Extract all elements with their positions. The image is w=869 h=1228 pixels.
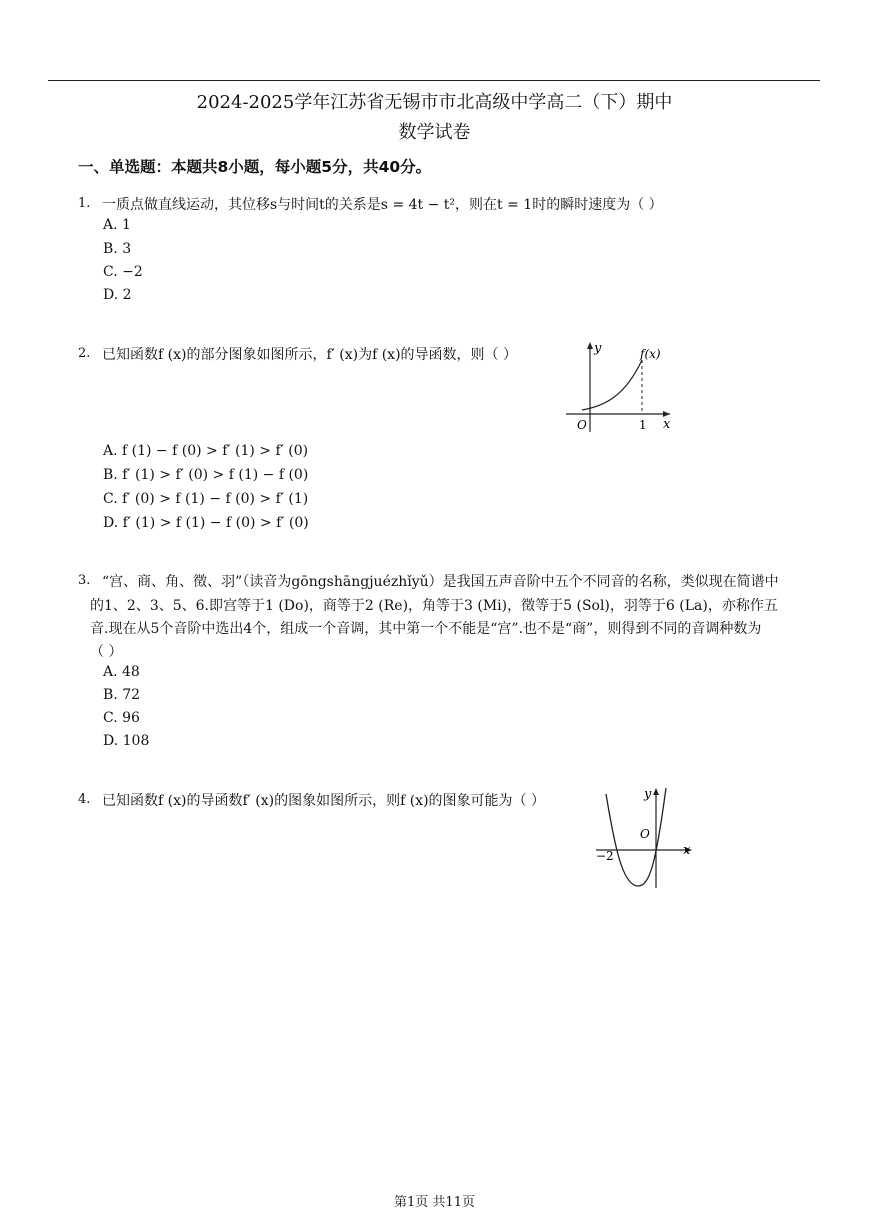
tick-label: 1 bbox=[639, 418, 647, 432]
y-label: y bbox=[594, 341, 602, 356]
curve-fx bbox=[582, 360, 642, 410]
x-label: x bbox=[683, 843, 691, 858]
option-c: C. f′ (0) > f (1) − f (0) > f′ (1) bbox=[103, 491, 309, 507]
origin-label: O bbox=[640, 827, 650, 841]
header-rule bbox=[48, 80, 820, 81]
question-text: 已知函数f (x)的导函数f′ (x)的图象如图所示，则f (x)的图象可能为（ ） bbox=[102, 793, 545, 809]
exam-subtitle: 数学试卷 bbox=[398, 122, 471, 143]
question-text-line: 音.现在从5个音阶中选出4个，组成一个音调，其中第一个不能是“宫”.也不是“商”，则得到不同的音调种数为 bbox=[90, 621, 762, 637]
option-c: C. 96 bbox=[103, 710, 140, 726]
option-d: D. 2 bbox=[103, 287, 132, 303]
y-label: y bbox=[644, 787, 652, 802]
question-number: 3. bbox=[78, 573, 91, 588]
option-c: C. −2 bbox=[103, 264, 143, 280]
tick-label: −2 bbox=[596, 849, 614, 863]
question-text: 一质点做直线运动，其位移s与时间t的关系是s = 4t − t²，则在t = 1时的瞬时速度为（ ） bbox=[102, 197, 663, 213]
question-text-line: （ ） bbox=[90, 644, 123, 660]
option-a: A. 48 bbox=[103, 664, 140, 680]
y-axis-arrow bbox=[653, 788, 659, 795]
function-graph-figure bbox=[560, 336, 680, 436]
option-d: D. f′ (1) > f (1) − f (0) > f′ (0) bbox=[103, 515, 309, 531]
curve-fprime bbox=[606, 788, 666, 886]
question-number: 2. bbox=[78, 346, 91, 361]
question-text-line: 的1、2、3、5、6.即宫等于1 (Do)，商等于2 (Re)，角等于3 (Mi)，徵等于5 (Sol)，羽等于6 (La)，亦称作五 bbox=[90, 598, 778, 614]
page-footer: 第1页 共11页 bbox=[394, 1195, 475, 1210]
x-label: x bbox=[663, 417, 671, 432]
option-d: D. 108 bbox=[103, 733, 150, 749]
question-number: 4. bbox=[78, 792, 91, 807]
option-b: B. 3 bbox=[103, 241, 132, 257]
option-b: B. 72 bbox=[103, 687, 141, 703]
section-heading: 一、单选题：本题共8小题，每小题5分，共40分。 bbox=[78, 158, 432, 176]
derivative-graph-figure bbox=[592, 782, 702, 892]
question-text: 已知函数f (x)的部分图象如图所示，f′ (x)为f (x)的导函数，则（ ） bbox=[102, 347, 517, 363]
origin-label: O bbox=[577, 418, 587, 432]
option-b: B. f′ (1) > f′ (0) > f (1) − f (0) bbox=[103, 467, 309, 483]
y-axis-arrow bbox=[587, 342, 593, 349]
option-a: A. 1 bbox=[103, 217, 131, 233]
question-text-line: “宫、商、角、徵、羽”（读音为gōngshāngjuézhǐyǔ）是我国五声音阶中五个不同音的名称，类似现在简谱中 bbox=[102, 574, 779, 590]
option-a: A. f (1) − f (0) > f′ (1) > f′ (0) bbox=[103, 443, 309, 459]
question-number: 1. bbox=[78, 196, 91, 211]
exam-title: 2024-2025学年江苏省无锡市市北高级中学高二（下）期中 bbox=[196, 92, 673, 113]
curve-label: f(x) bbox=[640, 347, 661, 361]
